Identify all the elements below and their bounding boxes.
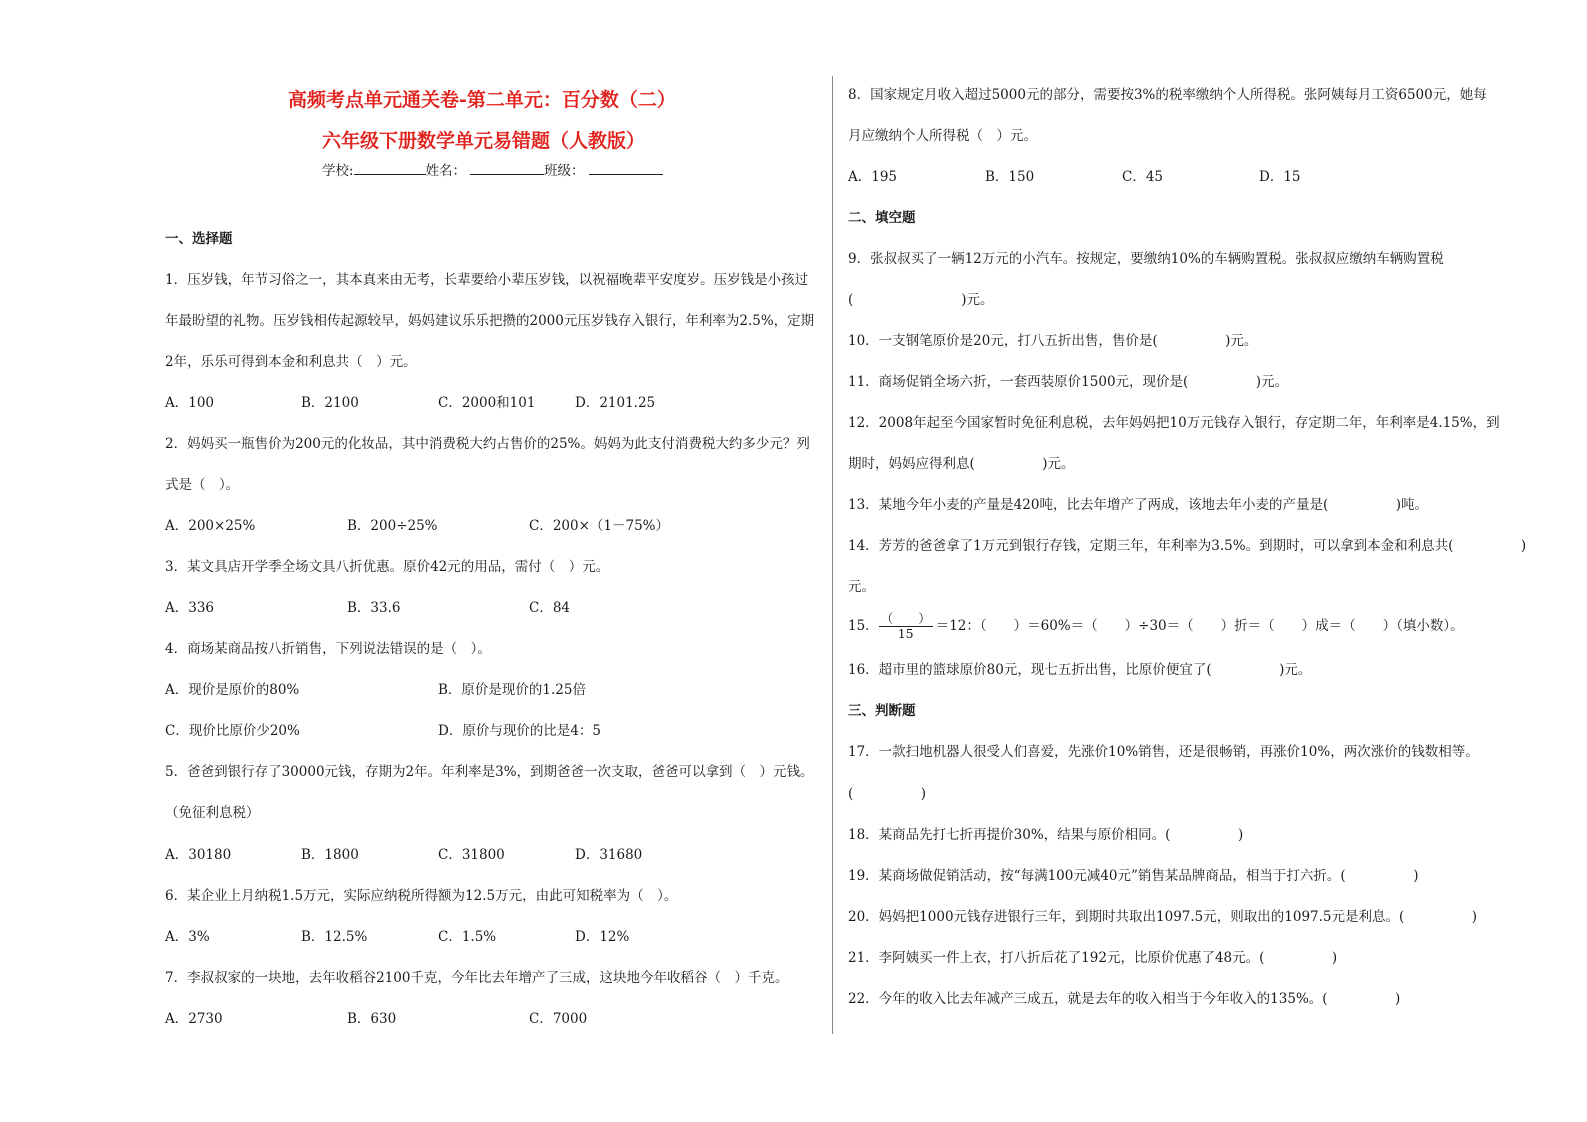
name-blank[interactable] [470, 162, 544, 175]
class-blank[interactable] [589, 162, 663, 175]
q1-option-b[interactable]: B．2100 [301, 395, 359, 411]
q5-line1: 5．爸爸到银行存了30000元钱，存期为2年。年利率是3%，到期爸爸一次支取，爸爸可以拿到（ ）元钱。 [165, 764, 814, 780]
q18-line[interactable]: 18．某商品先打七折再提价30%，结果与原价相同。( ) [848, 827, 1244, 843]
document-subtitle: 六年级下册数学单元易错题（人教版） [322, 130, 646, 152]
q4-option-a[interactable]: A．现价是原价的80% [165, 682, 300, 698]
q5-option-b[interactable]: B．1800 [301, 847, 359, 863]
q15-fraction-numerator: （ ） [880, 611, 931, 626]
q12-line1: 12．2008年起至今国家暂时免征利息税，去年妈妈把10万元钱存入银行，存定期二年，年利率是4.15%，到 [848, 415, 1500, 431]
q12-line2[interactable]: 期时，妈妈应得利息( )元。 [848, 456, 1075, 472]
q8-option-a[interactable]: A．195 [848, 169, 898, 185]
q1-option-c[interactable]: C．2000和101 [438, 395, 536, 411]
q14-line1[interactable]: 14．芳芳的爸爸拿了1万元到银行存钱，定期三年，年利率为3.5%。到期时，可以拿到本金和利息共( ) [848, 538, 1527, 554]
q3-option-b[interactable]: B．33.6 [347, 600, 401, 616]
q20-line[interactable]: 20．妈妈把1000元钱存进银行三年，到期时共取出1097.5元，则取出的1097.5元是利息。( ) [848, 909, 1478, 925]
q7-option-c[interactable]: C．7000 [529, 1011, 588, 1027]
q8-option-d[interactable]: D．15 [1259, 169, 1301, 185]
q2-line1: 2．妈妈买一瓶售价为200元的化妆品，其中消费税大约占售价的25%。妈妈为此支付消费税大约多少元？列 [165, 436, 810, 452]
q9-line1: 9．张叔叔买了一辆12万元的小汽车。按规定，要缴纳10%的车辆购置税。张叔叔应缴纳车辆购置税 [848, 251, 1444, 267]
q3-line1: 3．某文具店开学季全场文具八折优惠。原价42元的用品，需付（ ）元。 [165, 559, 610, 575]
section-heading-judge: 三、判断题 [848, 703, 916, 719]
q8-line1: 8．国家规定月收入超过5000元的部分，需要按3%的税率缴纳个人所得税。张阿姨每月工资6500元，她每 [848, 87, 1487, 103]
q5-option-d[interactable]: D．31680 [575, 847, 643, 863]
q6-option-c[interactable]: C．1.5% [438, 929, 497, 945]
q4-option-c[interactable]: C．现价比原价少20% [165, 723, 300, 739]
q15-line[interactable] [848, 612, 1464, 641]
q1-line2: 年最盼望的礼物。压岁钱相传起源较早，妈妈建议乐乐把攒的2000元压岁钱存入银行，年利率为2.5%，定期 [165, 313, 815, 329]
q15-rest: ＝12：（ ）＝60%＝（ ）÷30＝（ ）折＝（ ）成＝（ ）（填小数）。 [935, 618, 1464, 634]
q2-line2: 式是（ ）。 [165, 477, 240, 493]
q19-line[interactable]: 19．某商场做促销活动，按“每满100元减40元”销售某品牌商品，相当于打六折。( ) [848, 868, 1419, 884]
q17-line2[interactable]: ( ) [848, 786, 927, 802]
q5-line2: （免征利息税） [165, 805, 260, 821]
student-info-fields [322, 159, 663, 179]
section-heading-fill: 二、填空题 [848, 210, 916, 226]
q6-option-a[interactable]: A．3% [165, 929, 210, 945]
q8-option-b[interactable]: B．150 [985, 169, 1035, 185]
name-label: 姓名： [425, 163, 467, 179]
q1-line1: 1．压岁钱，年节习俗之一，其本真来由无考，长辈要给小辈压岁钱，以祝福晚辈平安度岁。压岁钱是小孩过 [165, 272, 809, 288]
q2-option-b[interactable]: B．200÷25% [347, 518, 438, 534]
q10-line[interactable]: 10．一支钢笔原价是20元，打八五折出售，售价是( )元。 [848, 333, 1258, 349]
q5-option-a[interactable]: A．30180 [165, 847, 232, 863]
q15-fraction[interactable] [879, 612, 933, 641]
q4-line1: 4．商场某商品按八折销售，下列说法错误的是（ ）。 [165, 641, 491, 657]
q15-prefix: 15． [848, 618, 879, 634]
q8-line2: 月应缴纳个人所得税（ ）元。 [848, 128, 1037, 144]
q3-option-a[interactable]: A．336 [165, 600, 215, 616]
q1-option-d[interactable]: D．2101.25 [575, 395, 656, 411]
q3-option-c[interactable]: C．84 [529, 600, 571, 616]
q11-line[interactable]: 11．商场促销全场六折，一套西装原价1500元，现价是( )元。 [848, 374, 1289, 390]
q6-option-d[interactable]: D．12% [575, 929, 630, 945]
q4-option-b[interactable]: B．原价是现价的1.25倍 [438, 682, 586, 698]
q22-line[interactable]: 22．今年的收入比去年减产三成五，就是去年的收入相当于今年收入的135%。( ) [848, 991, 1401, 1007]
q14-line2: 元。 [848, 579, 875, 595]
q13-line[interactable]: 13．某地今年小麦的产量是420吨，比去年增产了两成，该地去年小麦的产量是( )吨。 [848, 497, 1428, 513]
q2-option-c[interactable]: C．200×（1－75%） [529, 518, 670, 534]
q1-option-a[interactable]: A．100 [165, 395, 215, 411]
q6-line1: 6．某企业上月纳税1.5万元，实际应纳税所得额为12.5万元，由此可知税率为（ ）。 [165, 888, 678, 904]
column-divider [832, 76, 833, 1034]
q7-line1: 7．李叔叔家的一块地，去年收稻谷2100千克，今年比去年增产了三成，这块地今年收稻谷（ ）千克。 [165, 970, 789, 986]
q2-option-a[interactable]: A．200×25% [165, 518, 256, 534]
document-title: 高频考点单元通关卷-第二单元：百分数（二） [288, 89, 676, 111]
q5-option-c[interactable]: C．31800 [438, 847, 505, 863]
q7-option-b[interactable]: B．630 [347, 1011, 397, 1027]
q21-line[interactable]: 21．李阿姨买一件上衣，打八折后花了192元，比原价优惠了48元。( ) [848, 950, 1338, 966]
q16-line[interactable]: 16．超市里的篮球原价80元，现七五折出售，比原价便宜了( )元。 [848, 662, 1312, 678]
q1-line3: 2年，乐乐可得到本金和利息共（ ）元。 [165, 354, 417, 370]
q8-option-c[interactable]: C．45 [1122, 169, 1164, 185]
q7-option-a[interactable]: A．2730 [165, 1011, 223, 1027]
school-blank[interactable] [354, 162, 426, 175]
q4-option-d[interactable]: D．原价与现价的比是4：5 [438, 723, 602, 739]
section-heading-choice: 一、选择题 [165, 231, 233, 247]
q9-line2[interactable]: ( )元。 [848, 292, 994, 308]
school-label: 学校: [322, 163, 354, 179]
class-label: 班级： [544, 163, 585, 179]
q15-fraction-denominator: 15 [897, 626, 914, 641]
q17-line1: 17．一款扫地机器人很受人们喜爱，先涨价10%销售，还是很畅销，再涨价10%，两次涨价的钱数相等。 [848, 744, 1479, 760]
q6-option-b[interactable]: B．12.5% [301, 929, 368, 945]
